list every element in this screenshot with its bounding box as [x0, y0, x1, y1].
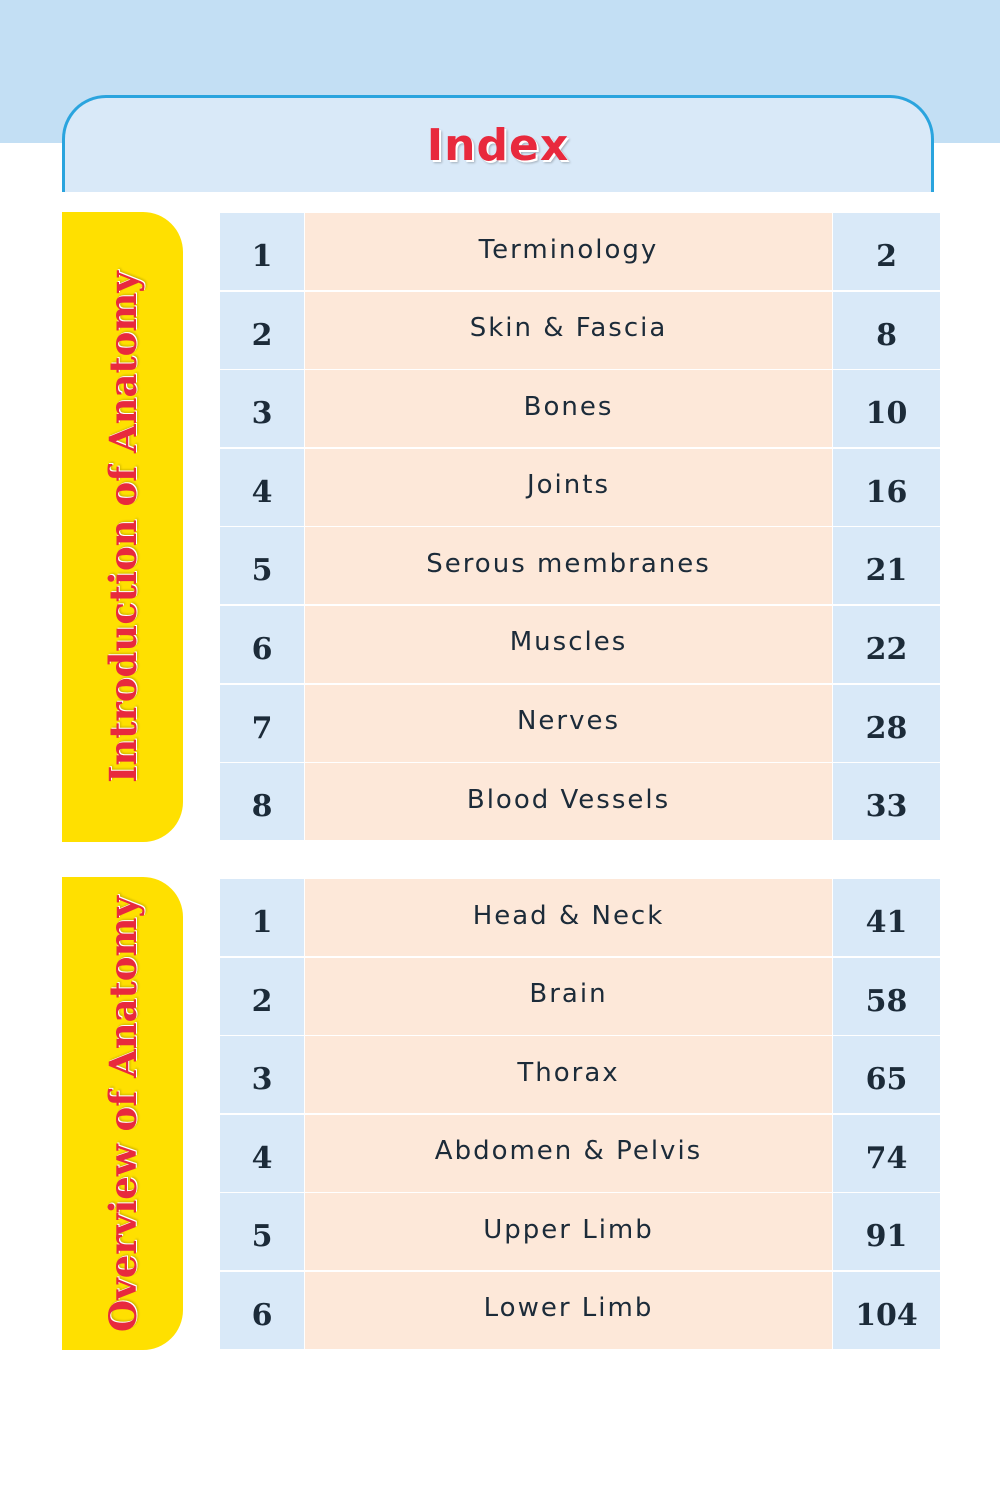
toc-row-page: 65 — [833, 1036, 940, 1113]
toc-row[interactable] — [220, 685, 940, 762]
toc-row-number: 1 — [220, 213, 304, 290]
toc-row-number: 2 — [220, 292, 304, 369]
toc-row-number: 5 — [220, 1193, 304, 1270]
toc-row-number: 3 — [220, 1036, 304, 1113]
section-label-text: Overview of Anatomy — [100, 895, 145, 1332]
toc-row[interactable] — [220, 449, 940, 526]
toc-row[interactable] — [220, 958, 940, 1035]
toc-row-page: 22 — [833, 606, 940, 683]
toc-row-number: 4 — [220, 449, 304, 526]
toc-row-page: 10 — [833, 370, 940, 447]
toc-row-page: 28 — [833, 685, 940, 762]
toc-row-page: 16 — [833, 449, 940, 526]
toc-row[interactable] — [220, 1036, 940, 1113]
toc-row-title[interactable]: Blood Vessels — [305, 763, 832, 840]
toc-row-title[interactable]: Abdomen & Pelvis — [305, 1115, 832, 1192]
section-label-overview — [62, 877, 183, 1350]
toc-row-number: 8 — [220, 763, 304, 840]
toc-row-page: 74 — [833, 1115, 940, 1192]
toc-row[interactable] — [220, 1115, 940, 1192]
toc-row-page: 41 — [833, 879, 940, 956]
section-label-introduction — [62, 212, 183, 842]
toc-row-page: 21 — [833, 527, 940, 604]
toc-row-page: 91 — [833, 1193, 940, 1270]
toc-row-page: 2 — [833, 213, 940, 290]
toc-row[interactable] — [220, 879, 940, 956]
toc-row-title[interactable]: Brain — [305, 958, 832, 1035]
toc-row-number: 1 — [220, 879, 304, 956]
section-label-text: Introduction of Anatomy — [100, 271, 145, 783]
toc-row[interactable] — [220, 1193, 940, 1270]
index-header-tab — [62, 95, 934, 192]
toc-row-title[interactable]: Serous membranes — [305, 527, 832, 604]
toc-row-page: 33 — [833, 763, 940, 840]
toc-row-title[interactable]: Terminology — [305, 213, 832, 290]
toc-table-introduction — [220, 213, 940, 842]
toc-row-number: 7 — [220, 685, 304, 762]
toc-row-page: 58 — [833, 958, 940, 1035]
toc-row[interactable] — [220, 606, 940, 683]
toc-row-page: 104 — [833, 1272, 940, 1349]
toc-row-number: 6 — [220, 606, 304, 683]
toc-row-number: 3 — [220, 370, 304, 447]
page-title: Index — [426, 120, 570, 171]
toc-row-number: 2 — [220, 958, 304, 1035]
toc-row-page: 8 — [833, 292, 940, 369]
toc-row-title[interactable]: Joints — [305, 449, 832, 526]
toc-row-number: 5 — [220, 527, 304, 604]
toc-row-number: 4 — [220, 1115, 304, 1192]
toc-row[interactable] — [220, 213, 940, 290]
toc-row[interactable] — [220, 763, 940, 840]
toc-row-title[interactable]: Bones — [305, 370, 832, 447]
toc-row-title[interactable]: Head & Neck — [305, 879, 832, 956]
toc-row-title[interactable]: Skin & Fascia — [305, 292, 832, 369]
toc-row[interactable] — [220, 527, 940, 604]
toc-row-title[interactable]: Thorax — [305, 1036, 832, 1113]
toc-table-overview — [220, 879, 940, 1351]
toc-row[interactable] — [220, 292, 940, 369]
toc-row-number: 6 — [220, 1272, 304, 1349]
toc-row-title[interactable]: Nerves — [305, 685, 832, 762]
toc-row-title[interactable]: Lower Limb — [305, 1272, 832, 1349]
toc-row-title[interactable]: Upper Limb — [305, 1193, 832, 1270]
toc-row-title[interactable]: Muscles — [305, 606, 832, 683]
toc-row[interactable] — [220, 1272, 940, 1349]
toc-row[interactable] — [220, 370, 940, 447]
